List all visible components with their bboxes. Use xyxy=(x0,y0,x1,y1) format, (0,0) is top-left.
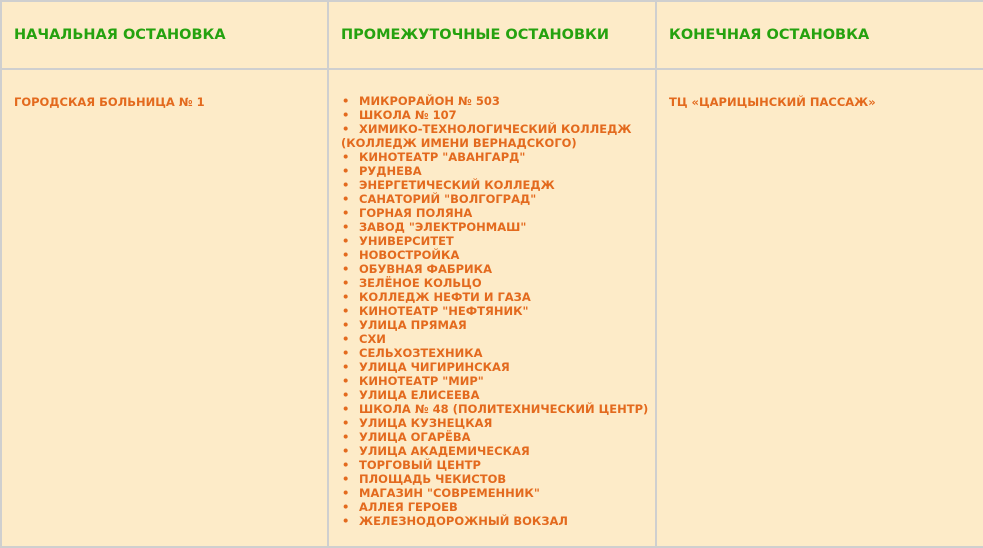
stop-list-item: • ЗАВОД "ЭЛЕКТРОНМАШ" xyxy=(341,220,655,234)
stop-list-item: • МИКРОРАЙОН № 503 xyxy=(341,94,655,108)
stop-list-item: • ТОРГОВЫЙ ЦЕНТР xyxy=(341,458,655,472)
stop-list-item: • УЛИЦА ПРЯМАЯ xyxy=(341,318,655,332)
stop-list-item: • ЭНЕРГЕТИЧЕСКИЙ КОЛЛЕДЖ xyxy=(341,178,655,192)
stop-list-item: • КИНОТЕАТР "АВАНГАРД" xyxy=(341,150,655,164)
intermediate-stops-list xyxy=(329,70,655,528)
stop-list-item: • ЗЕЛЁНОЕ КОЛЬЦО xyxy=(341,276,655,290)
stop-list-item: • УНИВЕРСИТЕТ xyxy=(341,234,655,248)
header-end-stop: КОНЕЧНАЯ ОСТАНОВКА xyxy=(656,1,983,69)
stop-list-item: • САНАТОРИЙ "ВОЛГОГРАД" xyxy=(341,192,655,206)
stop-list-item: • МАГАЗИН "СОВРЕМЕННИК" xyxy=(341,486,655,500)
stop-list-item: • АЛЛЕЯ ГЕРОЕВ xyxy=(341,500,655,514)
stop-list-item: • СХИ xyxy=(341,332,655,346)
start-stop-name: ГОРОДСКАЯ БОЛЬНИЦА № 1 xyxy=(14,95,205,109)
stop-list-item: • ОБУВНАЯ ФАБРИКА xyxy=(341,262,655,276)
start-stop-cell xyxy=(1,69,328,547)
intermediate-stops-cell xyxy=(328,69,656,547)
stop-list-item: • ПЛОЩАДЬ ЧЕКИСТОВ xyxy=(341,472,655,486)
header-intermediate-stops: ПРОМЕЖУТОЧНЫЕ ОСТАНОВКИ xyxy=(328,1,656,69)
stop-list-item: • КОЛЛЕДЖ НЕФТИ И ГАЗА xyxy=(341,290,655,304)
stop-list-item: • СЕЛЬХОЗТЕХНИКА xyxy=(341,346,655,360)
stop-list-item: • УЛИЦА КУЗНЕЦКАЯ xyxy=(341,416,655,430)
header-row xyxy=(1,1,983,69)
end-stop-name: ТЦ «ЦАРИЦЫНСКИЙ ПАССАЖ» xyxy=(669,95,876,109)
stop-list-item: • ШКОЛА № 48 (ПОЛИТЕХНИЧЕСКИЙ ЦЕНТР) xyxy=(341,402,655,416)
stop-list-item: • УЛИЦА ЧИГИРИНСКАЯ xyxy=(341,360,655,374)
end-stop-cell xyxy=(656,69,983,547)
stop-list-item: • ЖЕЛЕЗНОДОРОЖНЫЙ ВОКЗАЛ xyxy=(341,514,655,528)
stop-list-item: • УЛИЦА ЕЛИСЕЕВА xyxy=(341,388,655,402)
stop-list-item: • ШКОЛА № 107 xyxy=(341,108,655,122)
stop-list-item: • ГОРНАЯ ПОЛЯНА xyxy=(341,206,655,220)
body-row xyxy=(1,69,983,547)
header-start-stop: НАЧАЛЬНАЯ ОСТАНОВКА xyxy=(1,1,328,69)
stop-list-item: • УЛИЦА ОГАРЁВА xyxy=(341,430,655,444)
stop-list-item: • РУДНЕВА xyxy=(341,164,655,178)
stop-list-item: • КИНОТЕАТР "НЕФТЯНИК" xyxy=(341,304,655,318)
stop-list-item: • ХИМИКО-ТЕХНОЛОГИЧЕСКИЙ КОЛЛЕДЖ (КОЛЛЕДЖ ИМЕНИ ВЕРНАДСКОГО) xyxy=(341,122,655,150)
stop-list-item: • КИНОТЕАТР "МИР" xyxy=(341,374,655,388)
stop-list-item: • НОВОСТРОЙКА xyxy=(341,248,655,262)
stop-list-item: • УЛИЦА АКАДЕМИЧЕСКАЯ xyxy=(341,444,655,458)
